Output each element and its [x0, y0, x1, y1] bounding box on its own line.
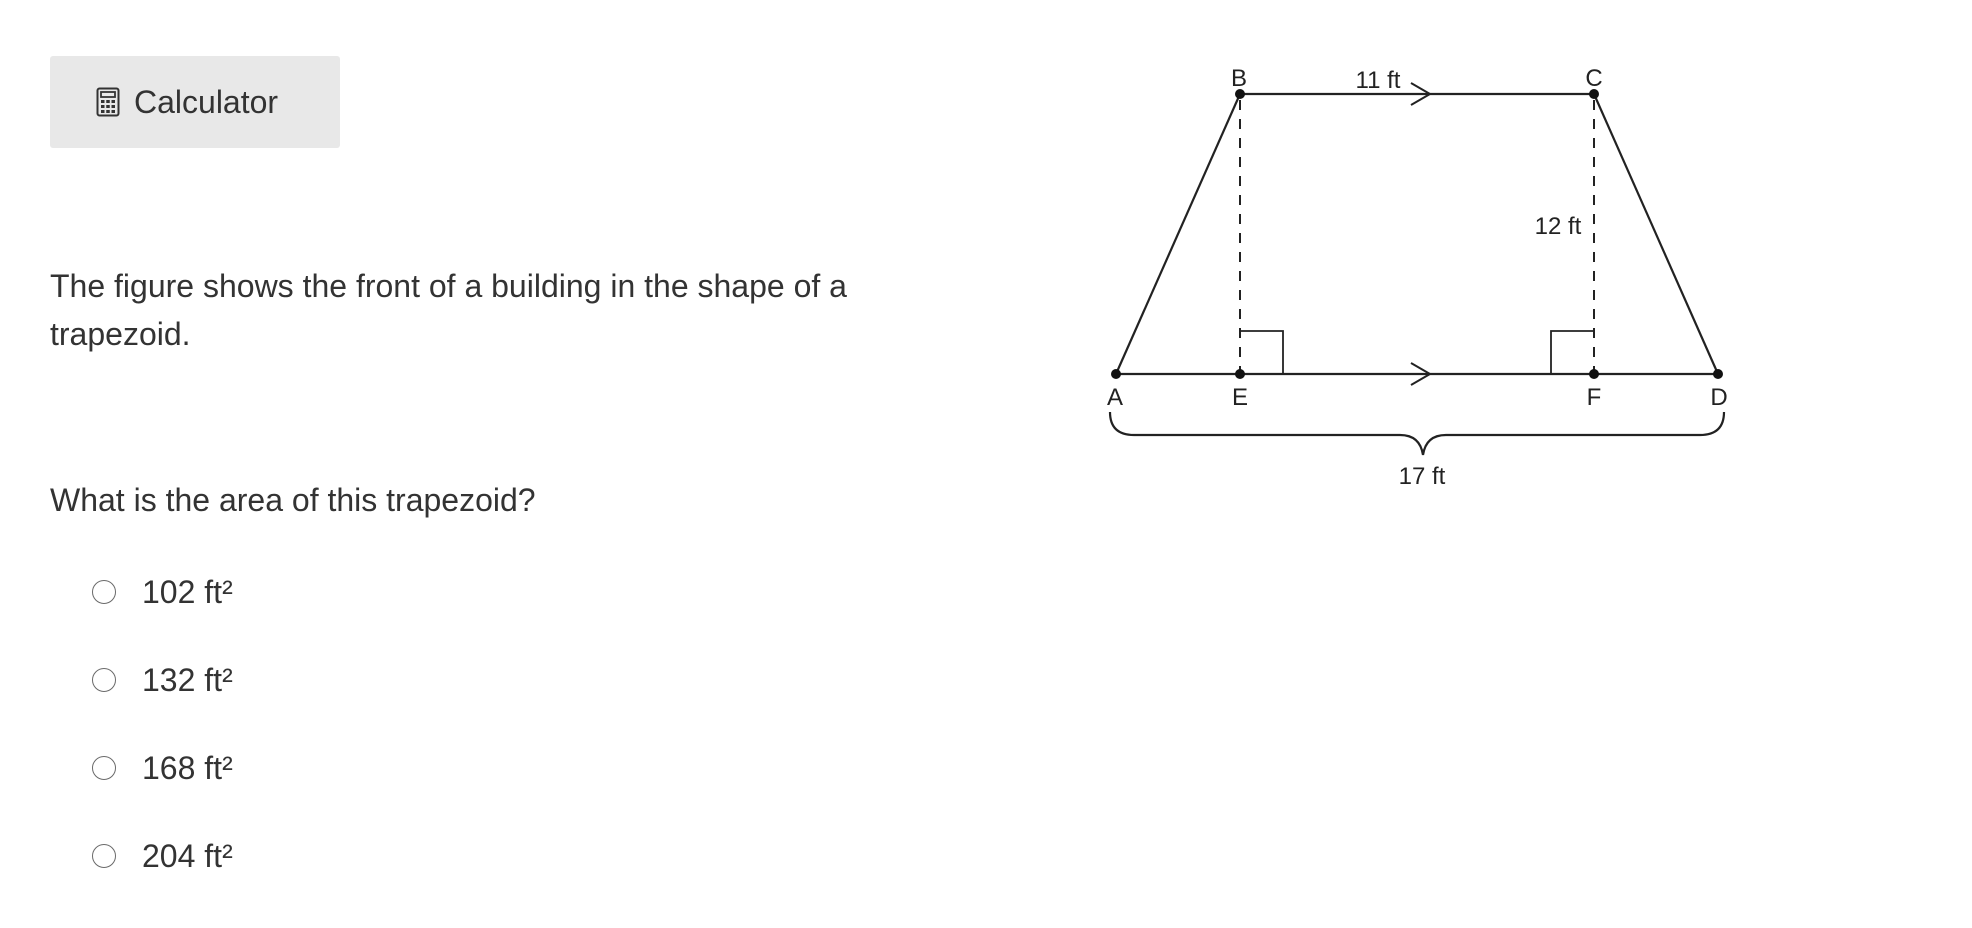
answer-choice-2[interactable]: [92, 656, 233, 744]
calculator-button[interactable]: [50, 56, 340, 148]
point-label-d: D: [1710, 384, 1728, 411]
question-text: What is the area of this trapezoid?: [50, 482, 536, 518]
trapezoid-figure: [1080, 50, 1760, 510]
point-d: [1713, 369, 1723, 379]
point-label-c: C: [1585, 65, 1603, 92]
radio-button[interactable]: [92, 668, 116, 692]
point-label-b: B: [1230, 65, 1248, 92]
choice-label: 204 ft²: [142, 838, 233, 874]
point-e: [1235, 369, 1245, 379]
choice-label: 102 ft²: [142, 574, 233, 610]
point-a: [1111, 369, 1121, 379]
radio-button[interactable]: [92, 756, 116, 780]
bottom-base-brace: [1110, 412, 1724, 455]
left-side-line: [1116, 94, 1240, 374]
right-angle-mark-f: [1551, 331, 1594, 374]
answer-choice-3[interactable]: [92, 744, 233, 832]
point-label-f: F: [1586, 384, 1602, 411]
point-f: [1589, 369, 1599, 379]
right-angle-mark-e: [1240, 331, 1283, 374]
answer-choice-1[interactable]: [92, 568, 233, 656]
height-label: 12 ft: [1534, 213, 1582, 240]
point-label-a: A: [1106, 384, 1124, 411]
choice-label: 168 ft²: [142, 750, 233, 786]
answer-choices: [92, 568, 233, 920]
choice-label: 132 ft²: [142, 662, 233, 698]
right-side-line: [1594, 94, 1718, 374]
radio-button[interactable]: [92, 580, 116, 604]
question-prompt: The figure shows the front of a building in the shape of a trapezoid.: [50, 268, 847, 352]
radio-button[interactable]: [92, 844, 116, 868]
calculator-label: Calculator: [134, 83, 279, 120]
calculator-icon: [96, 87, 120, 117]
bottom-base-label: 17 ft: [1398, 463, 1446, 490]
point-label-e: E: [1231, 384, 1249, 411]
answer-choice-4[interactable]: [92, 832, 233, 920]
top-base-label: 11 ft: [1355, 67, 1401, 94]
